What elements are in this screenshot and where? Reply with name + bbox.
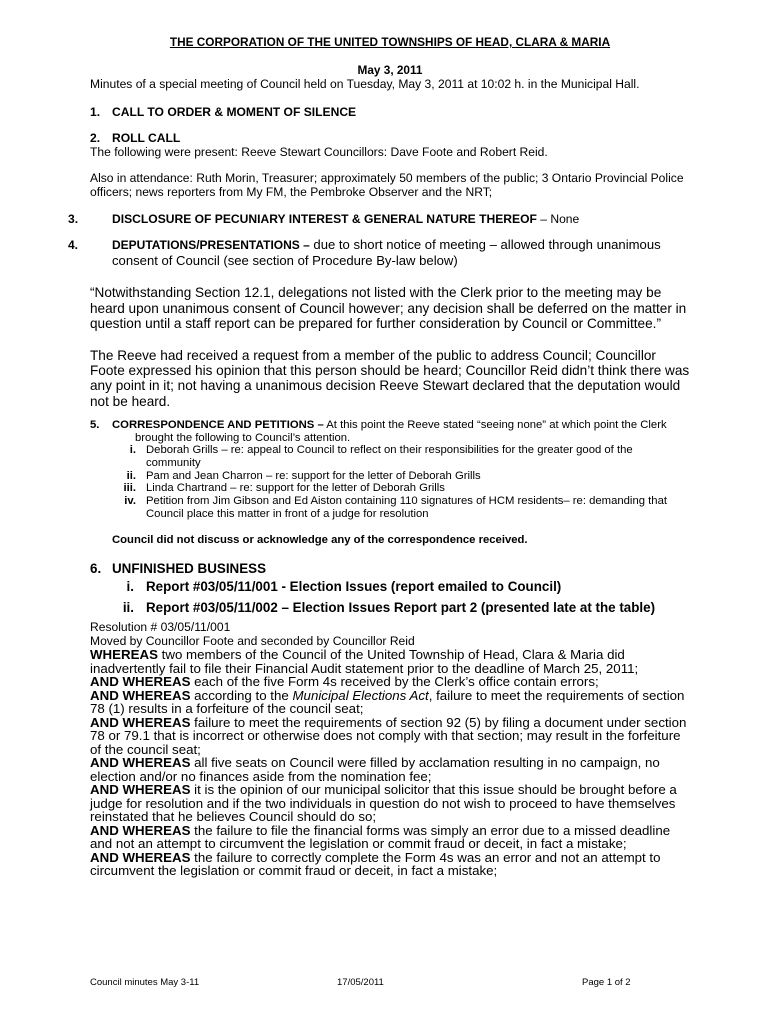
section-3: 3. DISCLOSURE OF PECUNIARY INTEREST & GENERAL NATURE THEREOF – None xyxy=(68,212,580,226)
list-item: iii. Linda Chartrand – re: support for the letter of Deborah Grills xyxy=(123,482,445,495)
list-item: i. Deborah Grills – re: appeal to Council to reflect on their responsibilities for the greater good of the community xyxy=(129,444,633,469)
whereas-clause: AND WHEREAS failure to meet the requirements of section 92 (5) by filing a document under section 78 or 79.1 that is incorrect or otherwise does not comply with that section; may result in the forfeiture of the council seat; xyxy=(90,714,687,757)
intro-text: Minutes of a special meeting of Council held on Tuesday, May 3, 2011 at 10:02 h. in the Municipal Hall. xyxy=(90,77,640,91)
list-item: i. Report #03/05/11/001 - Election Issues (report emailed to Council) xyxy=(126,579,562,595)
meeting-date: May 3, 2011 xyxy=(357,63,423,77)
whereas-clause: AND WHEREAS according to the Municipal Elections Act, failure to meet the requirements of section 78 (1) results in a forfeiture of the council seat; xyxy=(90,687,685,717)
resolution-number: Resolution # 03/05/11/001 xyxy=(90,620,231,635)
section-5: 5. CORRESPONDENCE AND PETITIONS – At this point the Reeve stated “seeing none” at which point the Clerk brought the following to Council’s attention. xyxy=(90,418,667,444)
section-6: 6. UNFINISHED BUSINESS xyxy=(90,561,267,577)
correspondence-list xyxy=(90,444,690,520)
footer-page-number: Page 1 of 2 xyxy=(582,977,631,988)
section-2-heading: ROLL CALL xyxy=(112,131,181,145)
section-3-heading: DISCLOSURE OF PECUNIARY INTEREST & GENERAL NATURE THEREOF xyxy=(112,212,537,226)
footer-date: 17/05/2011 xyxy=(337,977,384,988)
section-4-heading: DEPUTATIONS/PRESENTATIONS – xyxy=(112,238,310,252)
list-item: ii. Pam and Jean Charron – re: support for the letter of Deborah Grills xyxy=(126,469,481,482)
whereas-clause: AND WHEREAS the failure to correctly complete the Form 4s was an error and not an attempt to circumvent the legislation or commit fraud or deceit, in fact a mistake; xyxy=(90,849,661,879)
deputation-paragraph: The Reeve had received a request from a member of the public to address Council; Councillor Foote expressed his opinion that this person should be heard; Councillor Reid didn’t think there was any point in it; not having a unanimous decision Reeve Stewart declared that the deputation would not be heard. xyxy=(90,348,690,409)
document-page xyxy=(68,30,690,879)
whereas-clause: AND WHEREAS it is the opinion of our municipal solicitor that this issue should be brought before a judge for resolution and if the two individuals in question do not wish to proceed to have themselves reinstated that he believes Council should do so; xyxy=(90,782,677,825)
unfinished-business-list xyxy=(90,576,690,618)
roll-call-text: The following were present: Reeve Stewart Councillors: Dave Foote and Robert Reid. xyxy=(90,145,548,159)
section-4: 4. DEPUTATIONS/PRESENTATIONS – due to short notice of meeting – allowed through unanimous consent of Council (see section of Procedure By-law below) xyxy=(68,237,661,269)
moved-by: Moved by Councillor Foote and seconded by Councillor Reid xyxy=(90,634,415,649)
section-2: 2. ROLL CALL xyxy=(90,131,181,145)
section-6-heading: UNFINISHED BUSINESS xyxy=(112,561,267,577)
footer-document-name: Council minutes May 3-11 xyxy=(90,977,200,988)
attendance-text: Also in attendance: Ruth Morin, Treasurer; approximately 50 members of the public; 3 Ontario Provincial Police officers; news reporters from My FM, the Pembroke Observer and the NRT; xyxy=(90,171,684,199)
section-5-heading: CORRESPONDENCE AND PETITIONS – xyxy=(112,418,324,431)
whereas-clause: WHEREAS two members of the Council of the United Township of Head, Clara & Maria did inadvertently fail to file their Financial Audit statement prior to the deadline of March 25, 2011; xyxy=(90,647,639,676)
section-1-heading: CALL TO ORDER & MOMENT OF SILENCE xyxy=(112,105,357,119)
procedure-quote: “Notwithstanding Section 12.1, delegations not listed with the Clerk prior to the meeting may be heard upon unanimous consent of Council however; any decision shall be deferred on the matter in question until a staff report can be prepared for further consideration by Council or Committee.” xyxy=(90,285,687,331)
page-title: THE CORPORATION OF THE UNITED TOWNSHIPS OF HEAD, CLARA & MARIA xyxy=(169,35,611,49)
whereas-clause: AND WHEREAS all five seats on Council were filled by acclamation resulting in no campaign, no election and/or no finances aside from the nomination fee; xyxy=(90,755,660,784)
whereas-clauses xyxy=(90,648,690,878)
whereas-clause: AND WHEREAS each of the five Form 4s received by the Clerk’s office contain errors; xyxy=(90,674,599,690)
list-item: ii. Report #03/05/11/002 – Election Issues Report part 2 (presented late at the table) xyxy=(122,600,656,616)
list-item: iv. Petition from Jim Gibson and Ed Aiston containing 110 signatures of HCM residents– re: demanding that Council place this matter in front of a judge for resolution xyxy=(124,495,667,520)
section-1: 1. CALL TO ORDER & MOMENT OF SILENCE xyxy=(90,105,357,119)
whereas-clause: AND WHEREAS the failure to file the financial forms was simply an error due to a missed deadline and not an attempt to circumvent the legislation or commit fraud or deceit, in fact a mistake; xyxy=(90,822,671,852)
correspondence-note: Council did not discuss or acknowledge any of the correspondence received. xyxy=(112,534,528,547)
